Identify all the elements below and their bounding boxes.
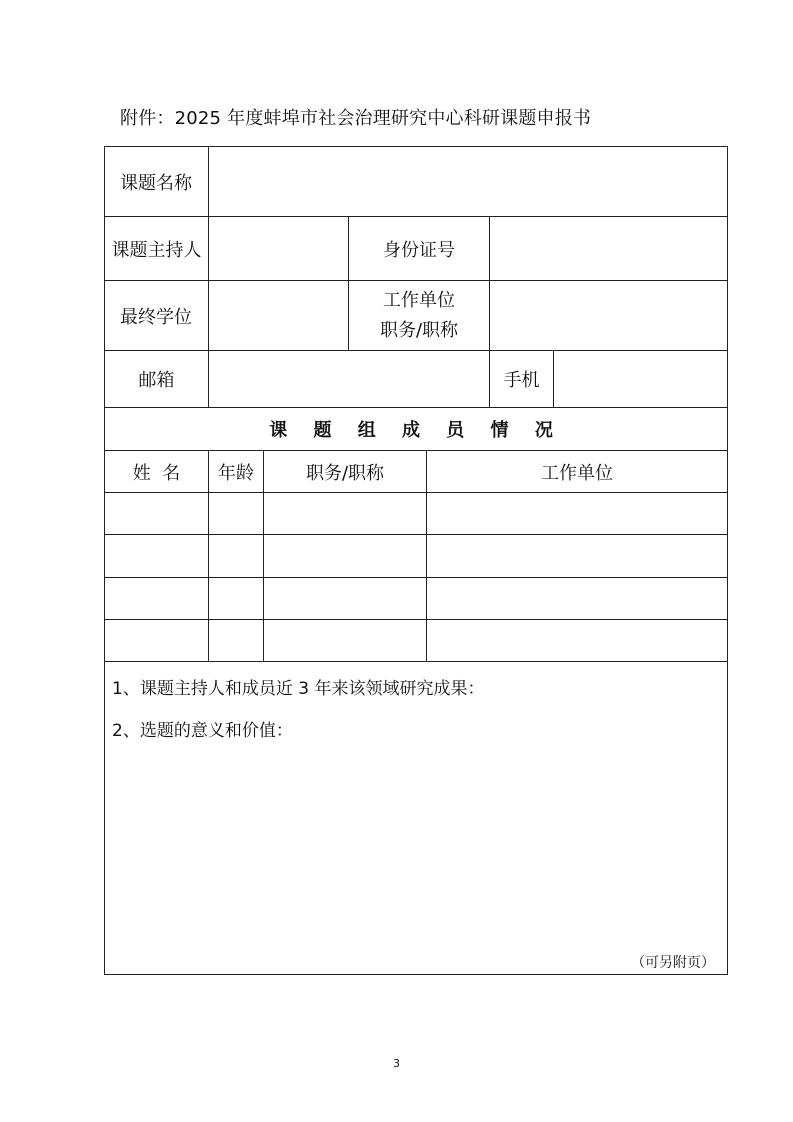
row-topic-name [105,147,728,217]
label-work-unit: 工作单位 [383,289,455,311]
table-row [105,493,728,535]
member-name-cell[interactable] [105,493,209,535]
header-age: 年龄 [209,451,264,493]
document-title: 附件：2025 年度蚌埠市社会治理研究中心科研课题申报书 [120,108,592,129]
item-significance-value: 2、选题的意义和价值： [112,721,293,741]
label-degree: 最终学位 [105,281,209,351]
header-name: 姓 名 [105,451,209,493]
field-topic-name[interactable] [209,147,728,217]
label-id-number: 身份证号 [349,217,490,281]
member-position-cell[interactable] [264,493,427,535]
member-work-unit-cell[interactable] [427,535,728,578]
label-work-unit-position [349,281,490,351]
label-topic-name: 课题名称 [105,147,209,217]
field-id-number[interactable] [490,217,728,281]
member-age-cell[interactable] [209,620,264,662]
member-name-cell[interactable] [105,620,209,662]
field-degree[interactable] [209,281,349,351]
member-age-cell[interactable] [209,535,264,578]
table-row [105,578,728,620]
row-degree [105,281,728,351]
section-title: 课 题 组 成 员 情 况 [105,408,728,451]
research-content-field[interactable] [105,662,728,975]
label-mobile: 手机 [490,351,554,408]
member-name-cell[interactable] [105,578,209,620]
label-position-title: 职务/职称 [379,319,459,341]
page-number: 3 [393,1057,400,1070]
member-position-cell[interactable] [264,578,427,620]
member-position-cell[interactable] [264,620,427,662]
row-host [105,217,728,281]
field-work-unit-position[interactable] [490,281,728,351]
member-name-cell[interactable] [105,535,209,578]
item-research-results: 1、课题主持人和成员近 3 年来该领域研究成果： [112,679,485,699]
label-email: 邮箱 [105,351,209,408]
field-host[interactable] [209,217,349,281]
member-position-cell[interactable] [264,535,427,578]
member-age-cell[interactable] [209,493,264,535]
row-contact [105,351,728,408]
application-form-table [104,146,728,975]
label-host: 课题主持人 [105,217,209,281]
attach-page-note: （可另附页） [631,955,716,971]
members-header-row [105,451,728,493]
table-row [105,620,728,662]
field-email[interactable] [209,351,490,408]
field-mobile[interactable] [554,351,728,408]
member-work-unit-cell[interactable] [427,620,728,662]
row-research-content [105,662,728,975]
member-age-cell[interactable] [209,578,264,620]
member-work-unit-cell[interactable] [427,493,728,535]
member-work-unit-cell[interactable] [427,578,728,620]
table-row [105,535,728,578]
header-position-title: 职务/职称 [264,451,427,493]
header-work-unit: 工作单位 [427,451,728,493]
row-section-title [105,408,728,451]
